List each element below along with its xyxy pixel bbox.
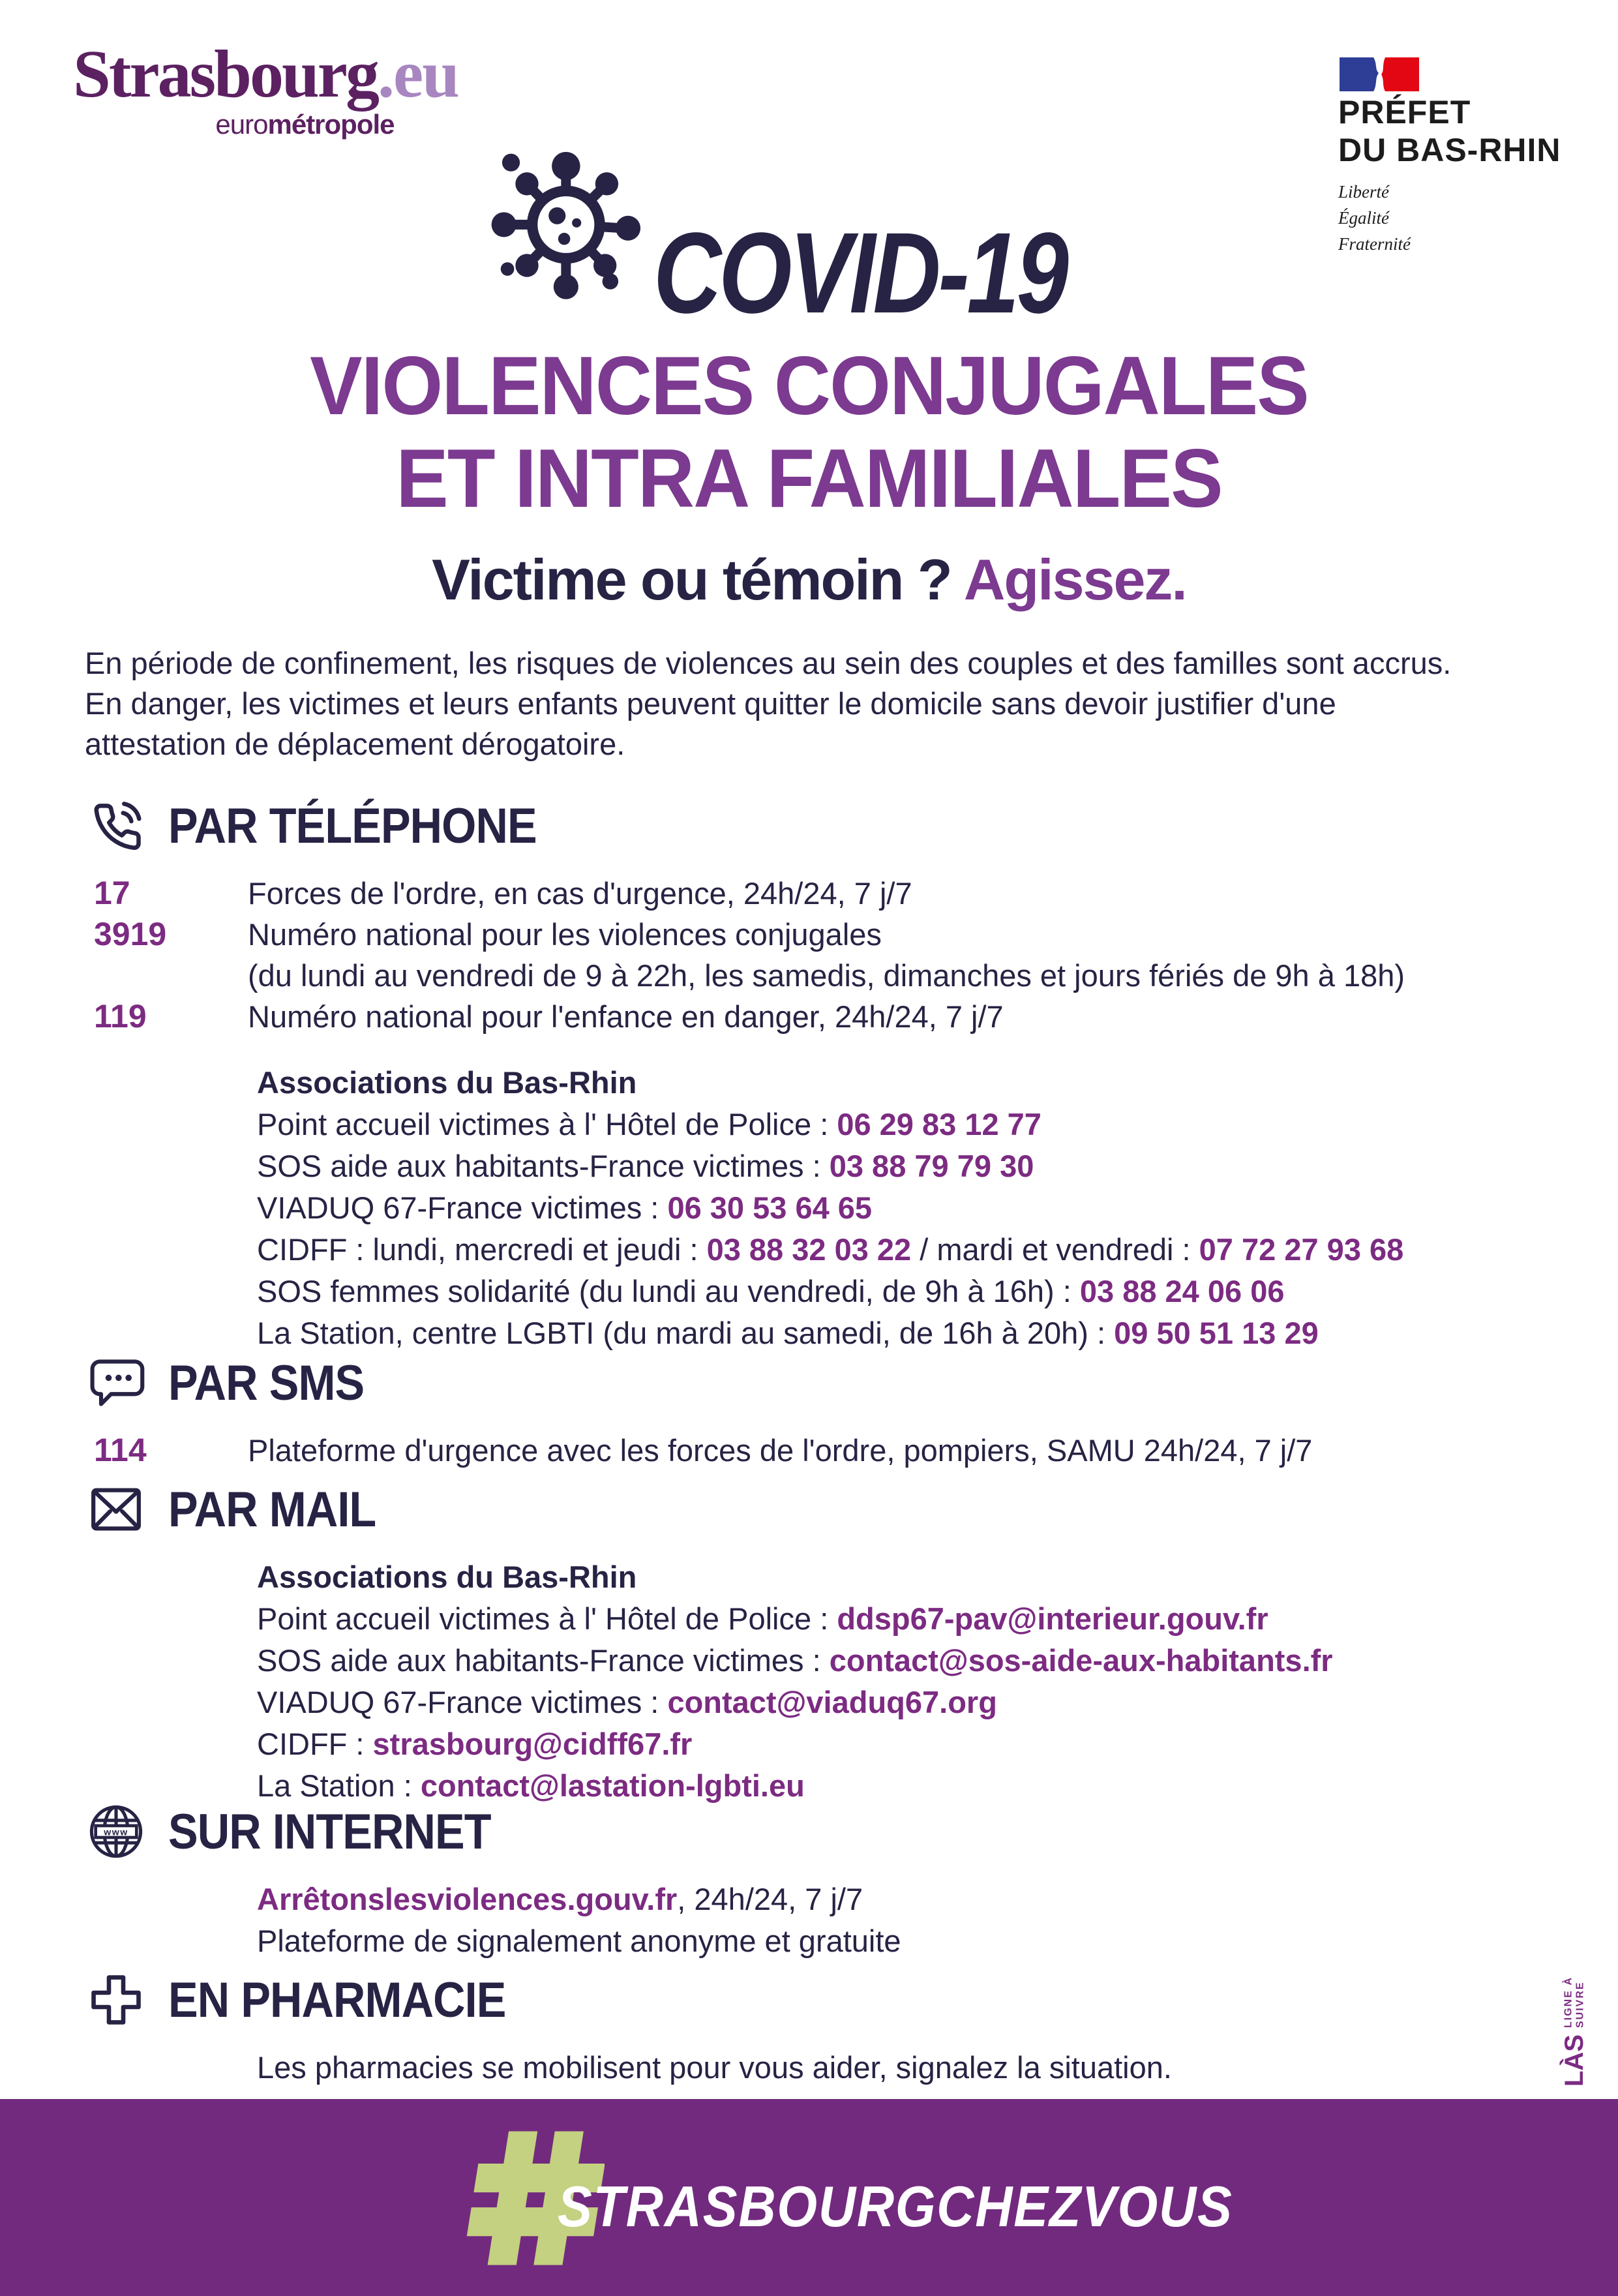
prefet-motto: Liberté Égalité Fraternité <box>1338 182 1411 254</box>
french-flag-icon <box>1340 57 1419 91</box>
strasbourg-logo <box>73 37 458 140</box>
section-heading-mail: PAR MAIL <box>168 1481 376 1537</box>
phone-icon <box>85 794 147 857</box>
subtitle <box>0 547 1618 613</box>
mail-envelope-icon <box>85 1478 147 1541</box>
strasbourg-logo-name: Strasbourg <box>73 37 378 112</box>
emergency-number-114: 114 <box>94 1432 147 1468</box>
assoc-row: SOS aide aux habitants-France victimes : 03 88 79 79 30 <box>257 1149 1034 1183</box>
subtitle-question: Victime ou témoin ? <box>432 547 964 612</box>
section-heading-pharmacie: EN PHARMACIE <box>168 1972 506 2028</box>
phone-number: 03 88 79 79 30 <box>829 1149 1034 1183</box>
mail-associations <box>257 1556 1585 1807</box>
section-heading-telephone: PAR TÉLÉPHONE <box>168 798 537 854</box>
studio-name: LIGNE À SUIVRE <box>1563 1976 1586 2028</box>
svg-text:www: www <box>104 1826 128 1837</box>
associations-heading: Associations du Bas-Rhin <box>257 1560 637 1594</box>
sms-bubble-icon <box>85 1352 147 1414</box>
email-link[interactable]: contact@lastation-lgbti.eu <box>420 1768 805 1803</box>
assoc-row: CIDFF : lundi, mercredi et jeudi : 03 88 32 03 22 / mardi et vendredi : 07 72 27 93 68 <box>257 1232 1404 1267</box>
emergency-number-119: 119 <box>94 998 147 1035</box>
email-link[interactable]: contact@sos-aide-aux-habitants.fr <box>829 1643 1333 1678</box>
website-link[interactable]: Arrêtonslesviolences.gouv.fr <box>257 1882 678 1916</box>
prefet-line1: PRÉFET <box>1338 94 1471 130</box>
assoc-row: VIADUQ 67-France victimes : contact@viaduq67.org <box>257 1685 997 1719</box>
phone-row-3919: 3919 Numéro national pour les violences conjugales (du lundi au vendredi de 9 à 22h, les samedis, dimanches et jours fériés de 9h à 18h) <box>85 914 1585 996</box>
strasbourg-logo-tld: .eu <box>377 37 458 112</box>
studio-credit <box>1560 1972 1589 2087</box>
section-telephone <box>85 794 1585 1354</box>
footer-hashtag-text: STRASBOURGCHEZVOUS <box>558 2174 1233 2239</box>
pharmacy-cross-icon <box>85 1969 147 2031</box>
assoc-row: Point accueil victimes à l' Hôtel de Police : ddsp67-pav@interieur.gouv.fr <box>257 1601 1268 1636</box>
section-heading-internet: SUR INTERNET <box>168 1804 491 1860</box>
main-title-line1: VIOLENCES CONJUGALES <box>310 339 1308 432</box>
phone-number: 06 30 53 64 65 <box>667 1190 873 1225</box>
internet-line2: Plateforme de signalement anonyme et gratuite <box>257 1924 901 1958</box>
pharmacie-line: Les pharmacies se mobilisent pour vous aider, signalez la situation. <box>257 2050 1172 2085</box>
section-mail <box>85 1478 1585 1807</box>
assoc-row: La Station, centre LGBTI (du mardi au samedi, de 16h à 20h) : 09 50 51 13 29 <box>257 1316 1319 1350</box>
subtitle-cta: Agissez. <box>963 547 1186 612</box>
phone-row-17: 17 Forces de l'ordre, en cas d'urgence, 24h/24, 7 j/7 <box>85 873 1585 914</box>
emergency-number-3919: 3919 <box>94 916 167 952</box>
covid-19-title: COVID-19 <box>653 209 1066 337</box>
coronavirus-icon <box>483 145 660 322</box>
intro-paragraph: En période de confinement, les risques de violences au sein des couples et des familles sont accrus. En danger, les victimes et leurs enfants peuvent quitter le domicile sans devoir justifier d'une attestation de déplacement dérogatoire. <box>85 646 1452 761</box>
phone-number: 03 88 24 06 06 <box>1079 1274 1285 1308</box>
emergency-number-17: 17 <box>94 875 130 911</box>
assoc-row: SOS femmes solidarité (du lundi au vendredi, de 9h à 16h) : 03 88 24 06 06 <box>257 1274 1285 1308</box>
associations-heading: Associations du Bas-Rhin <box>257 1065 637 1100</box>
las-logo: LÀS <box>1560 2034 1589 2087</box>
assoc-row: CIDFF : strasbourg@cidff67.fr <box>257 1727 693 1761</box>
footer-banner <box>0 2099 1618 2296</box>
prefet-logo <box>1338 57 1561 257</box>
main-title-line2: ET INTRA FAMILIALES <box>396 432 1222 524</box>
email-link[interactable]: strasbourg@cidff67.fr <box>372 1727 693 1761</box>
assoc-row: SOS aide aux habitants-France victimes : contact@sos-aide-aux-habitants.fr <box>257 1643 1333 1678</box>
prefet-line2: DU BAS-RHIN <box>1338 132 1561 168</box>
email-link[interactable]: ddsp67-pav@interieur.gouv.fr <box>837 1601 1268 1636</box>
phone-number: 06 29 83 12 77 <box>837 1107 1041 1141</box>
globe-www-icon <box>85 1800 147 1863</box>
main-title <box>40 339 1578 524</box>
section-internet <box>85 1800 1585 1962</box>
phone-row-119: 119 Numéro national pour l'enfance en danger, 24h/24, 7 j/7 <box>85 996 1585 1037</box>
sms-row-114: 114 Plateforme d'urgence avec les forces de l'ordre, pompiers, SAMU 24h/24, 7 j/7 <box>85 1430 1585 1471</box>
strasbourg-logo-subtitle: eurométropole <box>215 109 395 140</box>
internet-line1: Arrêtonslesviolences.gouv.fr, 24h/24, 7 j/7 <box>257 1882 863 1916</box>
section-pharmacie <box>85 1969 1585 2089</box>
phone-number: 09 50 51 13 29 <box>1114 1316 1319 1350</box>
phone-number: 07 72 27 93 68 <box>1199 1232 1404 1267</box>
section-heading-sms: PAR SMS <box>168 1355 365 1411</box>
assoc-row: VIADUQ 67-France victimes : 06 30 53 64 65 <box>257 1190 873 1225</box>
internet-lines <box>257 1879 1585 1962</box>
email-link[interactable]: contact@viaduq67.org <box>667 1685 997 1719</box>
section-sms <box>85 1352 1585 1471</box>
assoc-row: Point accueil victimes à l' Hôtel de Police : 06 29 83 12 77 <box>257 1107 1041 1141</box>
telephone-associations <box>257 1062 1585 1354</box>
phone-number: 03 88 32 03 22 <box>706 1232 912 1267</box>
assoc-row: La Station : contact@lastation-lgbti.eu <box>257 1768 805 1803</box>
